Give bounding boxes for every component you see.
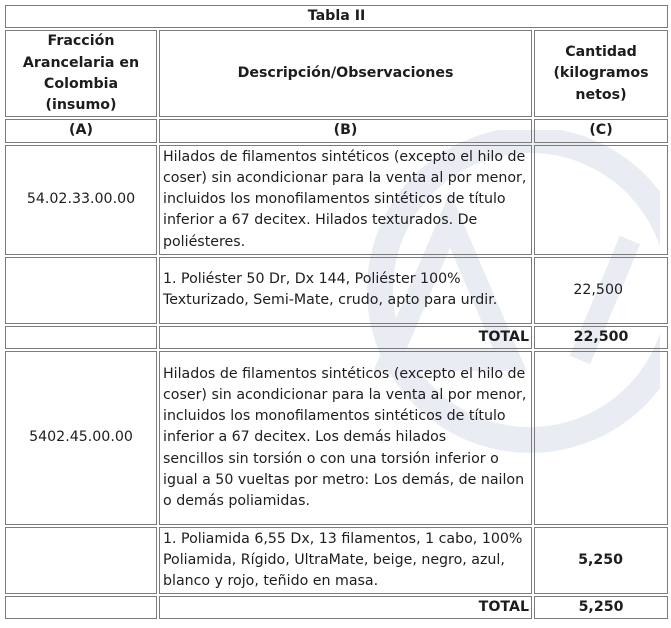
description-cell: Hilados de filamentos sintéticos (excepto el hilo de coser) sin acondicionar para la venta al por menor, incluidos los monofilamentos sintéticos de título inferior a 67 decitex. Hilados texturados. De poliésteres.: [159, 145, 532, 255]
empty-code-cell: [5, 527, 157, 594]
description-part-1: Hilados de filamentos sintéticos (excepto el hilo de coser) sin acondicionar para la venta al por menor, incluidos los monofilamentos sintéticos de título inferior a 67 decitex. Los demás hilados: [163, 365, 527, 446]
empty-code-cell: [5, 596, 157, 619]
empty-qty-cell: [534, 351, 668, 525]
letter-c: (C): [534, 119, 668, 142]
table-title: Tabla II: [5, 5, 668, 28]
letter-b: (B): [159, 119, 532, 142]
table-row: [5, 351, 668, 525]
item-qty: 5,250: [534, 527, 668, 594]
header-fraccion: Fracción Arancelaria en Colombia (insumo): [5, 30, 157, 117]
item-cell: 1. Poliéster 50 Dr, Dx 144, Poliéster 100% Texturizado, Semi-Mate, crudo, apto para urdir.: [159, 257, 532, 324]
letter-a: (A): [5, 119, 157, 142]
header-cantidad: Cantidad (kilogramos netos): [534, 30, 668, 117]
empty-code-cell: [5, 326, 157, 349]
table-row: [5, 145, 668, 255]
header-descripcion: Descripción/Observaciones: [159, 30, 532, 117]
description-part-2: sencillos sin torsión o con una torsión inferior o igual a 50 vueltas por metro: Los demás, de nailon o demás poliamidas.: [163, 450, 525, 510]
table-row: [5, 257, 668, 324]
empty-qty-cell: [534, 145, 668, 255]
total-row: [5, 326, 668, 349]
total-value: 22,500: [534, 326, 668, 349]
tabla-ii: [3, 3, 670, 621]
item-qty: 22,500: [534, 257, 668, 324]
fraccion-code: 54.02.33.00.00: [5, 145, 157, 255]
total-label: TOTAL: [159, 326, 532, 349]
total-value: 5,250: [534, 596, 668, 619]
total-row: [5, 596, 668, 619]
description-cell: [159, 351, 532, 525]
fraccion-code: 5402.45.00.00: [5, 351, 157, 525]
item-cell: 1. Poliamida 6,55 Dx, 13 filamentos, 1 cabo, 100% Poliamida, Rígido, UltraMate, beige, negro, azul, blanco y rojo, teñido en masa.: [159, 527, 532, 594]
empty-code-cell: [5, 257, 157, 324]
table-row: [5, 527, 668, 594]
total-label: TOTAL: [159, 596, 532, 619]
